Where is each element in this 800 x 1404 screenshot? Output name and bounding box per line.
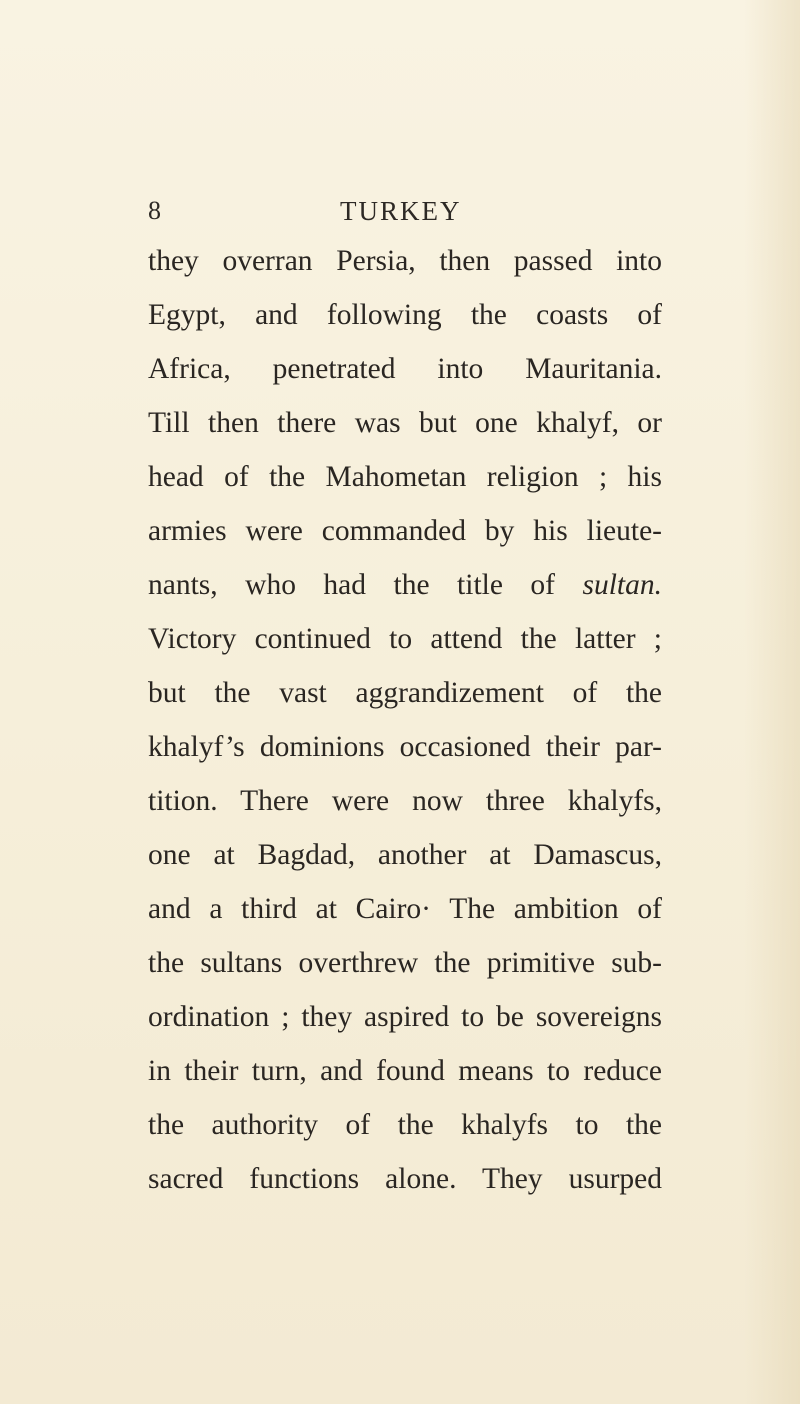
page-header	[148, 196, 668, 236]
text-line: khalyf’s dominions occasioned their par-	[148, 731, 662, 763]
page-number: 8	[148, 196, 162, 225]
text-line: the authority of the khalyfs to the	[148, 1109, 662, 1141]
text-line: tition. There were now three khalyfs,	[148, 785, 662, 817]
text-line: but the vast aggrandizement of the	[148, 677, 662, 709]
running-head: TURKEY	[340, 196, 462, 226]
text-line: they overran Persia, then passed into	[148, 245, 662, 277]
text-line: the sultans overthrew the primitive sub-	[148, 947, 662, 979]
italic-term: sultan.	[582, 569, 662, 601]
text-line: head of the Mahometan religion ; his	[148, 461, 662, 493]
text-line: and a third at Cairo· The ambition of	[148, 893, 662, 925]
text-segment: nants, who had the title of	[148, 569, 583, 601]
text-line: armies were commanded by his lieute-	[148, 515, 662, 547]
text-line: Victory continued to attend the latter ;	[148, 623, 662, 655]
text-line: sacred functions alone. They usurped	[148, 1163, 662, 1195]
text-line	[148, 558, 662, 612]
text-line: one at Bagdad, another at Damascus,	[148, 839, 662, 871]
text-line: in their turn, and found means to reduce	[148, 1055, 662, 1087]
text-line: Africa, penetrated into Mauritania.	[148, 353, 662, 385]
text-line: Till then there was but one khalyf, or	[148, 407, 662, 439]
text-line: ordination ; they aspired to be sovereigns	[148, 1001, 662, 1033]
body-text	[148, 234, 662, 1206]
text-line: Egypt, and following the coasts of	[148, 299, 662, 331]
